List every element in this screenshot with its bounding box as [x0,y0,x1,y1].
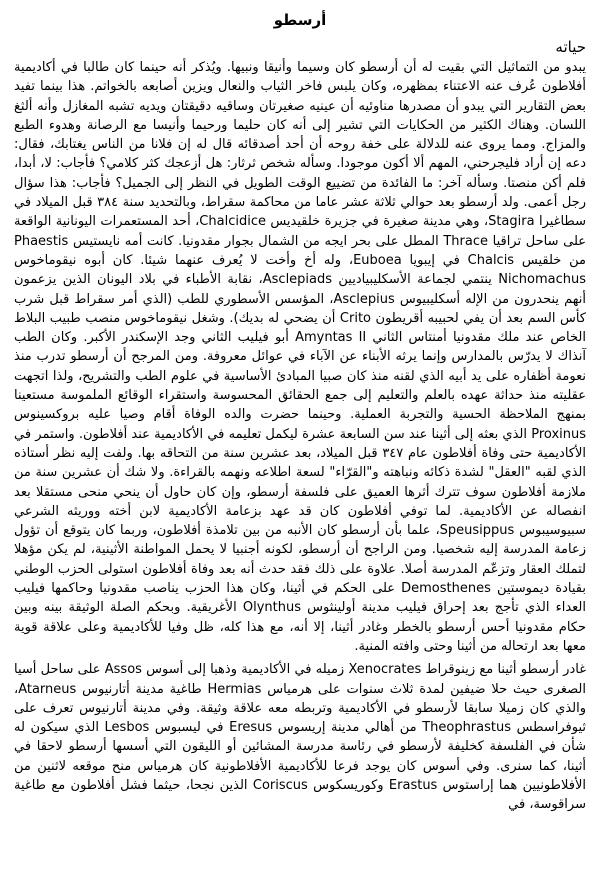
paragraph-2: غادر أرسطو أثينا مع زينوقراط Xenocrates زميله في الأكاديمية وذهبا إلى أسوس Assos على ساحل أسيا الصغرى حيث حلا ضيفين لمدة ثلاث سنوات على هرمياس Hermias طاغية مدينة أتارنيوس Atarneus، والذي كان زميلا سابقا لأرسطو في الأكاديمية وتربطه معه علاقة وثيقة. وفي مدينة أتارنيوس تعرف على ثيوفراسطس Theophrastus من أهالي مدينة إريسوس Eresus في ليسبوس Lesbos الذي سيكون له شأن في الفلسفة كخليفة لأرسطو في رئاسة مدرسة المشائين أو الليقون التي أسسها أرسطو لاحقا في أثينا، كما سنرى. وفي أسوس كان يوجد فرعا للأكاديمية الأفلاطونية كان هرمياس منح موقعه لاثنين من الأفلاطونيين هما إراستوس Erastus وكوريسكوس Coriscus الذين نجحا، حيثما فشل أفلاطون مع طاغية سراقوسة، في [14,662,586,813]
section-heading: حياته [555,38,586,56]
page-title: أرسطو [273,11,327,29]
paragraph-1: يبدو من التماثيل التي بقيت له أن أرسطو كان وسيما وأنيقا ونبيها. ويُذكر أنه حينما كان طالبا في أكاديمية أفلاطون عُرف عنه الاعتناء بمظهره، وكان يلبس فاخر الثياب والنعال ويزين أصابعه بالخواتم. هذا بينما تفيد بعض التقارير التي يبدو أن مصدرها مناوئيه أن عينيه صغيرتان وساقيه دقيقتان ويديه تشبه المغازل وأنه ألثغ اللسان. وهناك الكثير من الحكايات التي تشير إلى أنه كان حليما ورحيما وأنيسا مع الرصانة وهدوء الطبع والمزاج. ومما يروى عنه للدلالة على خفة روحه أن أحد أصدقائه قال له إن فلانا من الناس يغتابك، فقال: دعه إن أراد فليجرحني، المهم ألا أكون موجودا. وسأله شخص ثرثار: هل أزعجك كثر كلامي؟ فأجاب: لا، أبدا، فلم أكن منصتا. وسأله آخر: ما الفائدة من تضييع الوقت الطويل في النظر إلى الجميل؟ فأجاب: هذا سؤال رجل أعمى. ولد أرسطو بعد حوالي ثلاثة عشر عاما من محاكمة سقراط، وبالتحديد سنة ٣٨٤ قبل الميلاد في سطاغيرا Stagira، وهي مدينة صغيرة في جزيرة خلقيديس Chalcidice، أحد المستعمرات اليونانية الواقعة على ساحل تراقيا Thrace المطل على بحر ايجه من الشمال بجوار مقدونيا. كانت أمه نايستيس Phaestis من خلقيس Chalcis في إيبويا Euboea، وله أخ وأخت لا يُعرف عنهما شيئا. كان أبوه نيقوماخوس Nichomachus ينتمي لجماعة الأسكليبياديين Asclepiads، نقابة الأطباء في بلاد اليونان الذين يزعمون أنهم ينحدرون من الإله أسكليبيوس Asclepius، المؤسس الأسطوري للطب (الذي أمر سقراط قبل شرب كأس السم بعد أن يفي لحبيبه أقريطون Crito أن يضحي له بديك). وشغل نيقوماخوس منصب طبيب البلاط الخاص عند ملك مقدونيا أمنتاس الثاني Amyntas II أبو فيليب الثاني وجد الإسكندر الأكبر. وكان الطب آنذاك لا يدرّس بالمدارس وإنما يرثه الأبناء عن الآباء في عوائل معروفة. ومن المرجح أن أرسطو تدرب منذ نعومة أظفاره على يد أبيه الذي لقنه منذ كان صبيا المبادئ الأساسية في علوم الطب والتشريح، ولذا اتجهت عقليته منذ حداثة عهده بالعلم والتعليم إلى جمع الحقائق المحسوسة واستقراء الوقائع الملموسة مستعينا بمنهج الملاحظة الحسية والتجربة العملية. وحينما حضرت والده الوفاة أقام وصيا عليه بروكسينوس Proxinus الذي بعثه إلى أثينا عند سن السابعة عشرة ليكمل تعليمه في الأكاديمية عند أفلاطون. واستمر في الأكاديمية حتى وفاة أفلاطون عام ٣٤٧ قبل الميلاد، بعد عشرين سنة من التحاقه بها. ولفت إليه نظر أستاذه الذي لقبه "العقل" لشدة ذكائه ونباهته و"القرّاء" لسعة اطلاعه ونهمه بالقراءة. ولا شك أن عشرين سنة من ملازمة أفلاطون سوف تترك أثرها العميق على فلسفة أرسطو، وإن كان حاول أن ينحي منحى مستقلا بعد انفصاله عن الأكاديمية. لما توفي أفلاطون كان قد عهد بزعامة الأكاديمية لابن أخته ووريثه الشرعي سبيوسيبوس Speusippus، علما بأن أرسطو كان الأنبه من بين تلامذة أفلاطون، وربما كان يتوقع أن تؤول زعامة المدرسة إليه شخصيا. ومن الراجح أن أرسطو، لكونه أجنبيا لا يحمل المواطنة الأثينية، لم يكن مؤهلا لتملك العقار وتزعّم المدرسة أصلا. علاوة على ذلك فقد حدث أنه بعد وفاة أفلاطون استولى الحزب الوطني بقيادة ديموستين Demosthenes على الحكم في أثينا، وكان هذا الحزب يناصب مقدونيا وحاكمها فيليب العداء الذي تأجج بعد إحراق فيليب مدينة أولينثوس Olynthus الأغريقية. وبحكم الصلة الوثيقة بينه وبين حكام مقدونيا أحس أرسطو بالخطر وغادر أثينا، إلا أنه، مع هذا كله، ظل وفيا للأكاديمية وعلى علاقة قوية معها بعد ارتحاله من أثينا وحتى وافته المنية. [14,60,587,654]
